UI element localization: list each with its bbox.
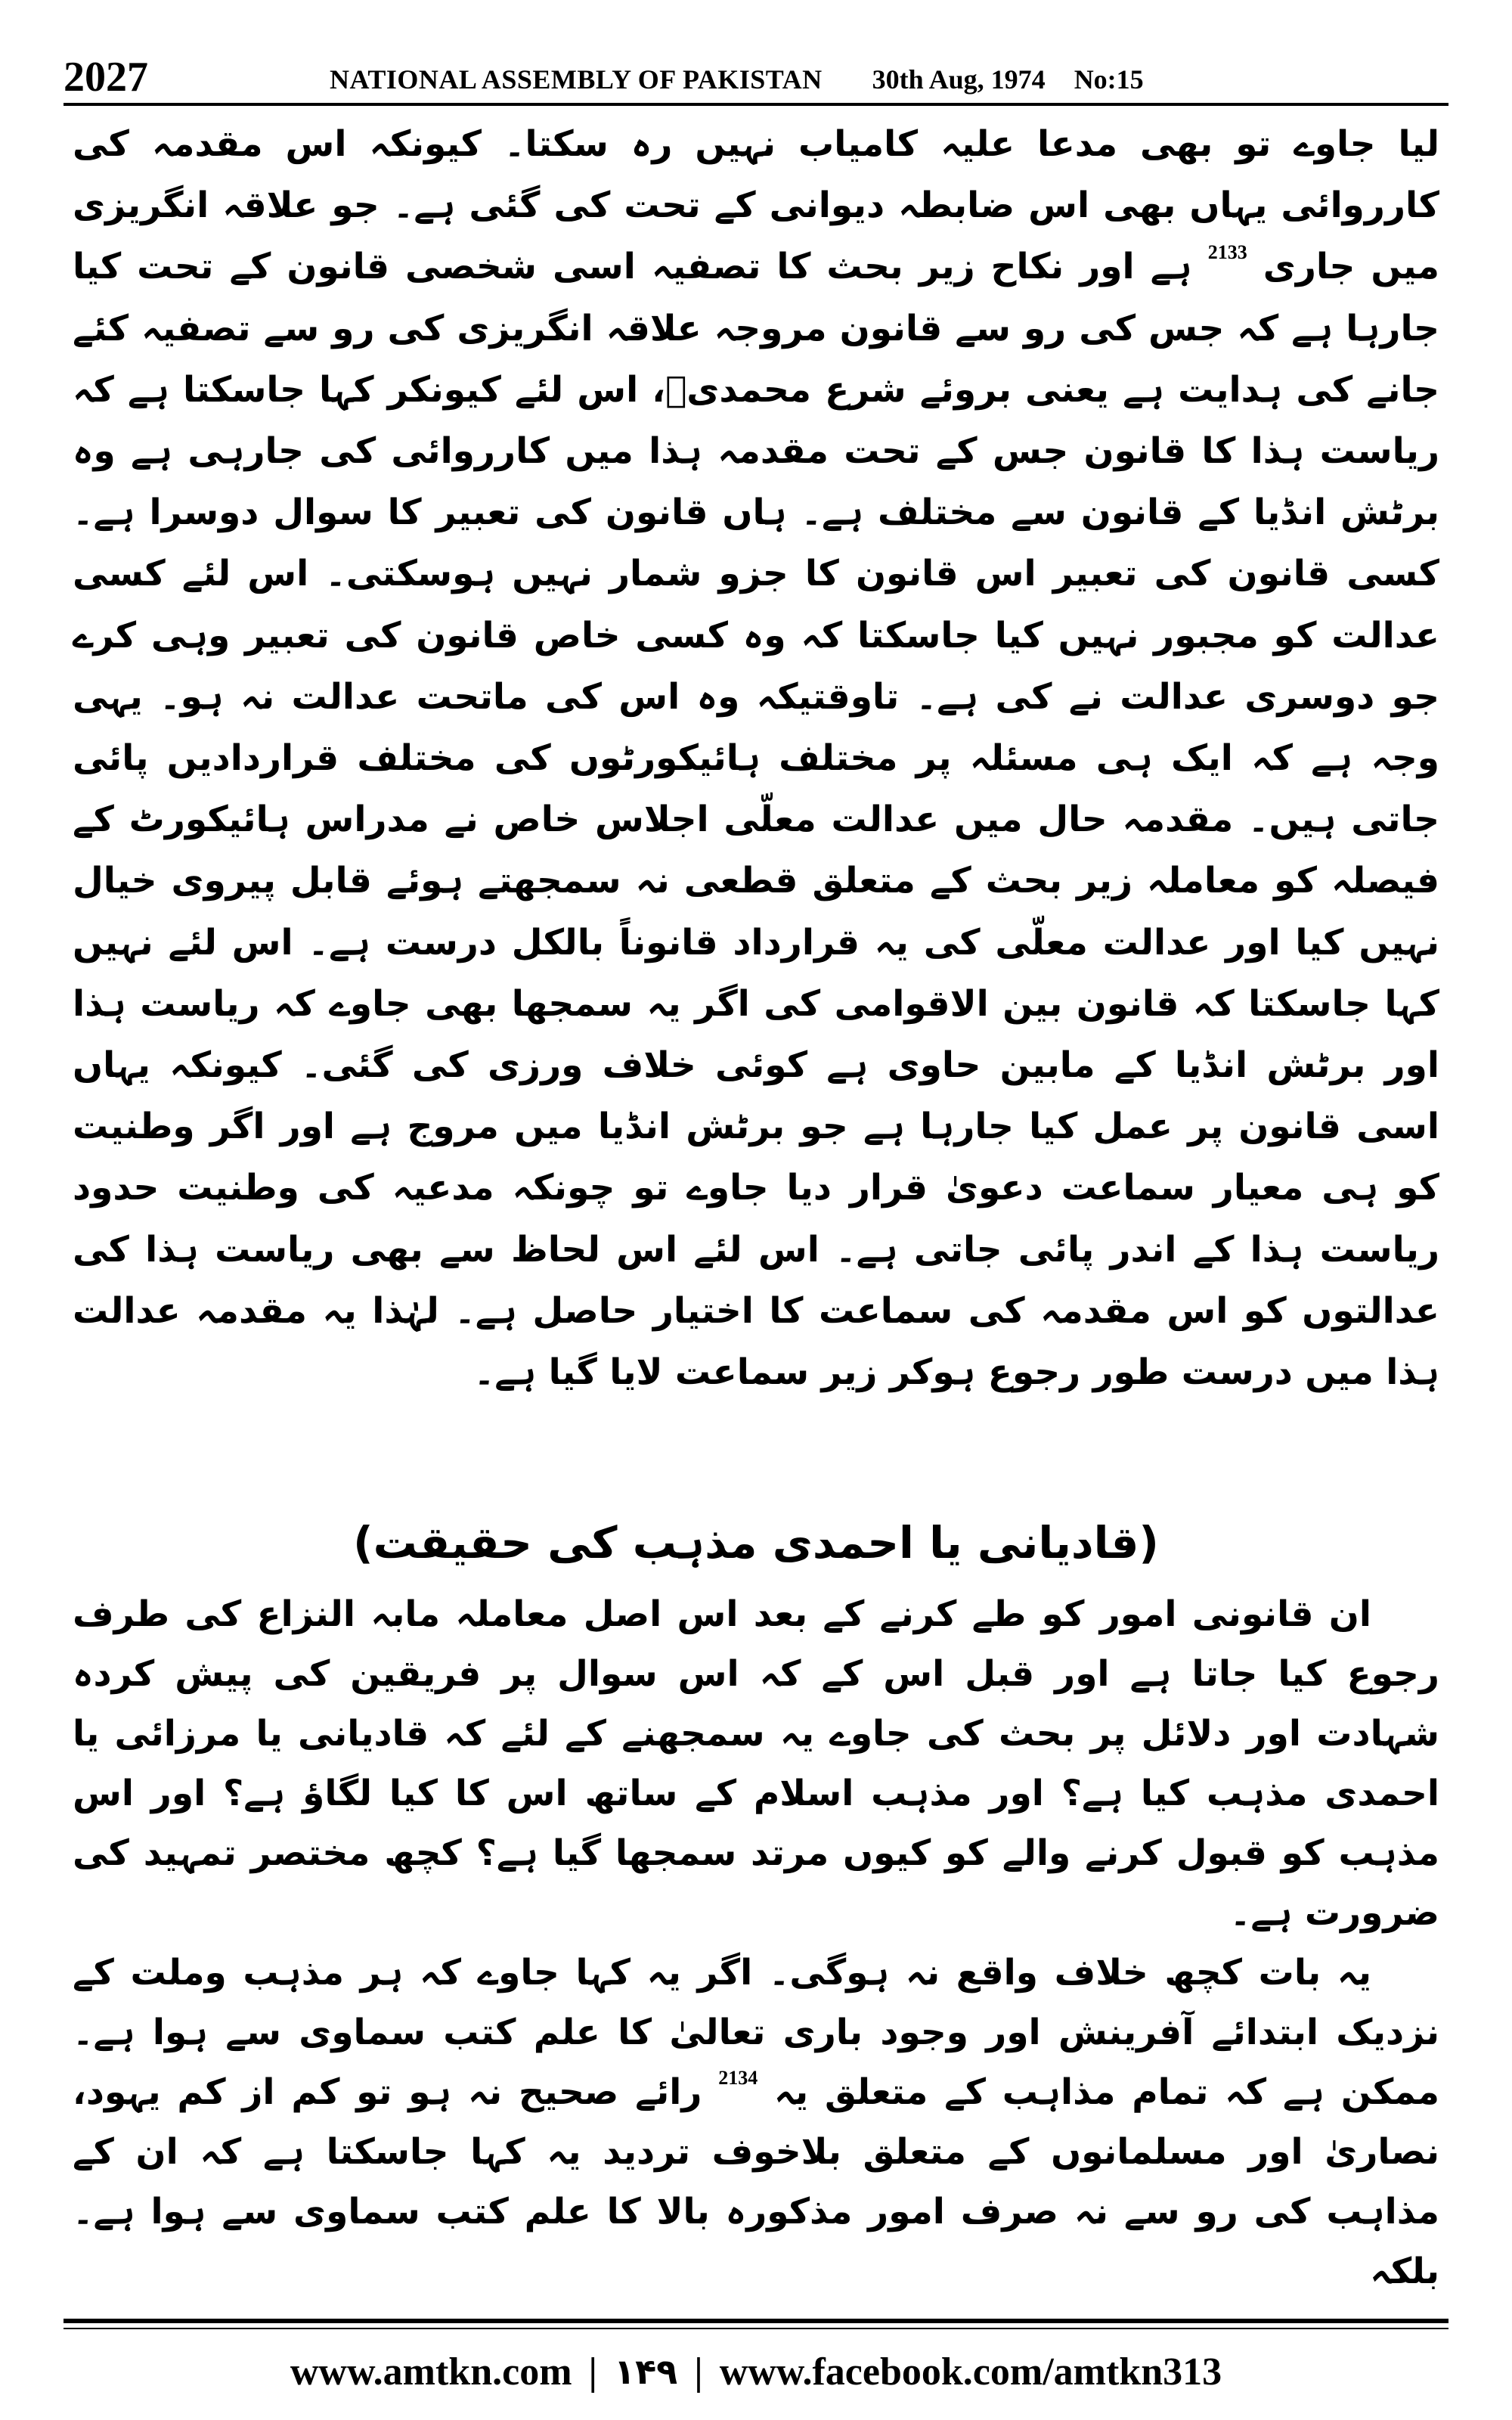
page-header [64, 30, 1447, 101]
paragraph-1-part-2: ہے اور نکاح زیر بحث کا تصفیہ اسی شخصی قانون کے تحت کیا جارہا ہے کہ جس کی رو سے قانون مروجہ علاقہ انگریزی کی رو سے تصفیہ کئے جانے کی ہدایت ہے یعنی بروئے شرع محمدیؐ، اس لئے کیونکر کہا جاسکتا ہے کہ ریاست ہذا کا قانون جس کے تحت مقدمہ ہذا میں کارروائی کی جارہی ہے وہ برٹش انڈیا کے قانون سے مختلف ہے۔ ہاں قانون کی تعبیر کا سوال دوسرا ہے۔ کسی قانون کی تعبیر اس قانون کا جزو شمار نہیں ہوسکتی۔ اس لئے کسی عدالت کو مجبور نہیں کیا جاسکتا کہ وہ کسی خاص قانون کی تعبیر وہی کرے جو دوسری عدالت نے کی ہے۔ تاوقتیکہ وہ اس کی ماتحت عدالت نہ ہو۔ یہی وجہ ہے کہ ایک ہی مسئلہ پر مختلف ہائیکورٹوں کی مختلف قراردادیں پائی جاتی ہیں۔ مقدمہ حال میں عدالت معلّی اجلاس خاص نے مدراس ہائیکورٹ کے فیصلہ کو معاملہ زیر بحث کے متعلق قطعی نہ سمجھتے ہوئے قابل پیروی خیال نہیں کیا اور عدالت معلّی کی یہ قرارداد قانوناً بالکل درست ہے۔ اس لئے نہیں کہا جاسکتا کہ قانون بین الاقوامی کی اگر یہ سمجھا بھی جاوے کہ ریاست ہذا اور برٹش انڈیا کے مابین حاوی ہے کوئی خلاف ورزی کی گئی۔ کیونکہ یہاں اسی قانون پر عمل کیا جارہا ہے جو برٹش انڈیا میں مروج ہے اور اگر وطنیت کو ہی معیار سماعت دعویٰ قرار دیا جاوے تو چونکہ مدعیہ کی وطنیت حدود ریاست ہذا کے اندر پائی جاتی ہے۔ اس لئے اس لحاظ سے بھی ریاست ہذا کی عدالتوں کو اس مقدمہ کی سماعت کا اختیار حاصل ہے۔ لہٰذا یہ مقدمہ عدالت ہذا میں درست طور رجوع ہوکر زیر سماعت لایا گیا ہے۔ [73, 246, 1439, 1394]
section-heading: (قادیانی یا احمدی مذہب کی حقیقت) [353, 1517, 1159, 1568]
paragraph-1-part-1: لیا جاوے تو بھی مدعا علیہ کامیاب نہیں رہ سکتا۔ کیونکہ اس مقدمہ کی کارروائی یہاں بھی اس ضابطہ دیوانی کے تحت کی گئی ہے۔ جو علاقہ انگریزی میں جاری [73, 123, 1440, 288]
footer-website-link[interactable]: www.amtkn.com [290, 2350, 572, 2394]
paragraph-3-part-2: رائے صحیح نہ ہو تو کم از کم یہود، نصاریٰ اور مسلمانوں کے متعلق بلاخوف تردید یہ کہا جاسکتا ہے کہ ان کے مذاہب کی رو سے نہ صرف امور مذکورہ بالا کا علم کتب سماوی سے ہوا ہے۔ بلکہ [73, 2071, 1439, 2292]
paragraph-3 [73, 1943, 1439, 2301]
header-rule [64, 103, 1448, 106]
page-footer [64, 2341, 1448, 2402]
footer-facebook-link[interactable]: www.facebook.com/amtkn313 [719, 2350, 1222, 2394]
footer-page-number: ١۴٩ [614, 2351, 678, 2392]
header-date: 30th Aug, 1974 [872, 64, 1046, 95]
footnote-marker-2133: 2133 [1207, 241, 1247, 264]
header-issue-number: No:15 [1074, 64, 1144, 95]
footer-rule-thick [64, 2319, 1448, 2323]
footer-separator: | [694, 2350, 703, 2394]
paragraph-1 [73, 113, 1439, 1403]
body-text-bottom [73, 1584, 1439, 2301]
paragraph-2: ان قانونی امور کو طے کرنے کے بعد اس اصل معاملہ مابہ النزاع کی طرف رجوع کیا جاتا ہے اور قبل اس کے کہ اس سوال پر فریقین کی پیش کردہ شہادت اور دلائل پر بحث کی جاوے یہ سمجھنے کے لئے کہ قادیانی یا مرزائی یا احمدی مذہب کیا ہے؟ اور مذہب اسلام کے ساتھ اس کا کیا لگاؤ ہے؟ اور اس مذہب کو قبول کرنے والے کو کیوں مرتد سمجھا گیا ہے؟ کچھ مختصر تمہید کی ضرورت ہے۔ [73, 1593, 1439, 1934]
page-number: 2027 [64, 54, 148, 101]
header-title: NATIONAL ASSEMBLY OF PAKISTAN [330, 64, 823, 95]
footer-separator: | [588, 2350, 597, 2394]
body-text-top [73, 113, 1439, 1403]
paragraph-3-part-1: یہ بات کچھ خلاف واقع نہ ہوگی۔ اگر یہ کہا جاوے کہ ہر مذہب وملت کے نزدیک ابتدائے آفرینش اور وجود باری تعالیٰ کا علم کتب سماوی سے ہوا ہے۔ ممکن ہے کہ تمام مذاہب کے متعلق یہ [73, 1952, 1439, 2113]
footnote-marker-2134: 2134 [718, 2067, 758, 2089]
footer-rule-thin [64, 2328, 1448, 2329]
